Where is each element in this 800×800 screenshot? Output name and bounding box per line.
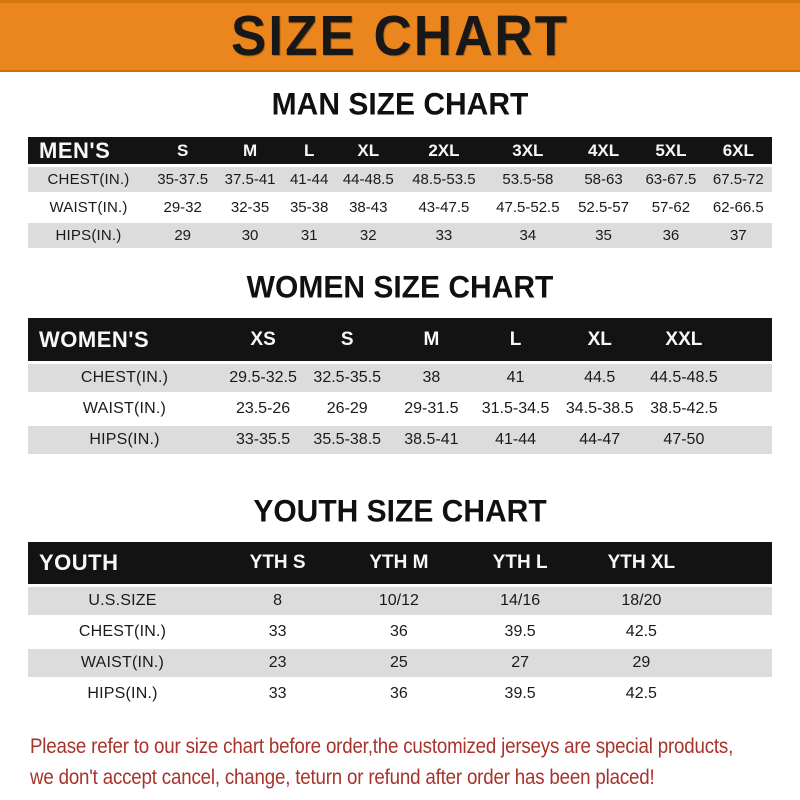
size-value-cell: 29-32 [149,195,216,220]
table-header-row [28,318,772,361]
size-value-cell: 23 [217,649,338,677]
size-value-cell: 29.5-32.5 [221,364,305,392]
notice-line-1: Please refer to our size chart before order,the customized jerseys are special products, [30,734,734,758]
size-value-cell: 18/20 [581,587,702,615]
size-column-header: XXL [642,318,726,361]
size-column-header: L [284,137,335,164]
size-value-cell: 67.5-72 [705,167,772,192]
size-value-cell: 58-63 [570,167,637,192]
size-value-cell: 34.5-38.5 [558,395,642,423]
spacer-cell [726,395,772,423]
size-value-cell: 44.5 [558,364,642,392]
banner [0,0,800,72]
size-value-cell: 44-47 [558,426,642,454]
size-column-header: YTH L [460,542,581,584]
section-men [0,88,800,251]
size-value-cell: 48.5-53.5 [402,167,486,192]
size-value-cell: 32 [335,223,402,248]
size-column-header: YTH XL [581,542,702,584]
size-value-cell: 44-48.5 [335,167,402,192]
size-value-cell: 38-43 [335,195,402,220]
size-value-cell: 25 [338,649,459,677]
measurement-row [28,680,772,708]
size-column-header: M [389,318,473,361]
size-column-header: YTH S [217,542,338,584]
women-size-table [28,315,772,457]
size-column-header: YTH M [338,542,459,584]
spacer-cell [726,318,772,361]
table-header-row [28,137,772,164]
size-column-header: XL [558,318,642,361]
size-value-cell: 62-66.5 [705,195,772,220]
size-value-cell: 38.5-41 [389,426,473,454]
spacer-cell [702,649,772,677]
size-value-cell: 23.5-26 [221,395,305,423]
size-value-cell: 35-37.5 [149,167,216,192]
measurement-row [28,167,772,192]
size-value-cell: 47-50 [642,426,726,454]
size-value-cell: 35 [570,223,637,248]
measurement-label: WAIST(IN.) [28,395,221,423]
size-column-header: M [216,137,283,164]
table-title-cell: MEN'S [28,137,149,164]
size-value-cell: 36 [338,680,459,708]
section-women [0,271,800,457]
size-column-header: XS [221,318,305,361]
footer-notice [0,731,800,793]
men-size-table [28,134,772,251]
size-column-header: 6XL [705,137,772,164]
size-value-cell: 27 [460,649,581,677]
size-value-cell: 36 [338,618,459,646]
spacer-cell [702,587,772,615]
size-value-cell: 33 [217,618,338,646]
size-value-cell: 44.5-48.5 [642,364,726,392]
spacer-cell [702,618,772,646]
measurement-label: WAIST(IN.) [28,195,149,220]
men-section-heading: MAN SIZE CHART [271,87,529,122]
size-value-cell: 42.5 [581,680,702,708]
size-value-cell: 26-29 [305,395,389,423]
measurement-row [28,618,772,646]
measurement-label: WAIST(IN.) [28,649,217,677]
size-value-cell: 38.5-42.5 [642,395,726,423]
measurement-row [28,395,772,423]
measurement-label: CHEST(IN.) [28,364,221,392]
section-youth [0,495,800,711]
size-value-cell: 32.5-35.5 [305,364,389,392]
measurement-row [28,223,772,248]
size-value-cell: 41-44 [284,167,335,192]
table-title-cell: WOMEN'S [28,318,221,361]
size-value-cell: 29 [581,649,702,677]
size-value-cell: 29-31.5 [389,395,473,423]
spacer-cell [702,542,772,584]
size-value-cell: 39.5 [460,680,581,708]
women-section-heading: WOMEN SIZE CHART [246,270,554,305]
size-column-header: 3XL [486,137,570,164]
size-value-cell: 29 [149,223,216,248]
size-value-cell: 33 [217,680,338,708]
page-title: SIZE CHART [231,5,569,68]
measurement-row [28,649,772,677]
size-value-cell: 42.5 [581,618,702,646]
size-value-cell: 32-35 [216,195,283,220]
measurement-row [28,364,772,392]
size-column-header: L [473,318,557,361]
size-value-cell: 34 [486,223,570,248]
size-column-header: XL [335,137,402,164]
size-value-cell: 52.5-57 [570,195,637,220]
size-value-cell: 38 [389,364,473,392]
size-value-cell: 41-44 [473,426,557,454]
measurement-label: U.S.SIZE [28,587,217,615]
size-value-cell: 41 [473,364,557,392]
size-value-cell: 31 [284,223,335,248]
size-value-cell: 33-35.5 [221,426,305,454]
measurement-label: CHEST(IN.) [28,618,217,646]
measurement-row [28,195,772,220]
youth-size-table [28,539,772,711]
size-value-cell: 47.5-52.5 [486,195,570,220]
size-value-cell: 57-62 [637,195,704,220]
measurement-label: HIPS(IN.) [28,680,217,708]
size-column-header: 5XL [637,137,704,164]
size-value-cell: 10/12 [338,587,459,615]
measurement-row [28,426,772,454]
measurement-row [28,587,772,615]
measurement-label: HIPS(IN.) [28,223,149,248]
size-value-cell: 35-38 [284,195,335,220]
youth-section-heading: YOUTH SIZE CHART [253,494,547,529]
size-value-cell: 31.5-34.5 [473,395,557,423]
size-column-header: S [149,137,216,164]
size-value-cell: 63-67.5 [637,167,704,192]
size-value-cell: 53.5-58 [486,167,570,192]
size-value-cell: 37 [705,223,772,248]
size-value-cell: 35.5-38.5 [305,426,389,454]
size-column-header: 2XL [402,137,486,164]
size-column-header: S [305,318,389,361]
table-header-row [28,542,772,584]
spacer-cell [702,680,772,708]
table-title-cell: YOUTH [28,542,217,584]
size-value-cell: 8 [217,587,338,615]
notice-line-2: we don't accept cancel, change, teturn or refund after order has been placed! [30,765,655,789]
size-value-cell: 37.5-41 [216,167,283,192]
spacer-cell [726,364,772,392]
size-value-cell: 30 [216,223,283,248]
size-value-cell: 43-47.5 [402,195,486,220]
spacer-cell [726,426,772,454]
size-value-cell: 39.5 [460,618,581,646]
measurement-label: HIPS(IN.) [28,426,221,454]
size-value-cell: 14/16 [460,587,581,615]
size-value-cell: 36 [637,223,704,248]
size-column-header: 4XL [570,137,637,164]
size-value-cell: 33 [402,223,486,248]
measurement-label: CHEST(IN.) [28,167,149,192]
